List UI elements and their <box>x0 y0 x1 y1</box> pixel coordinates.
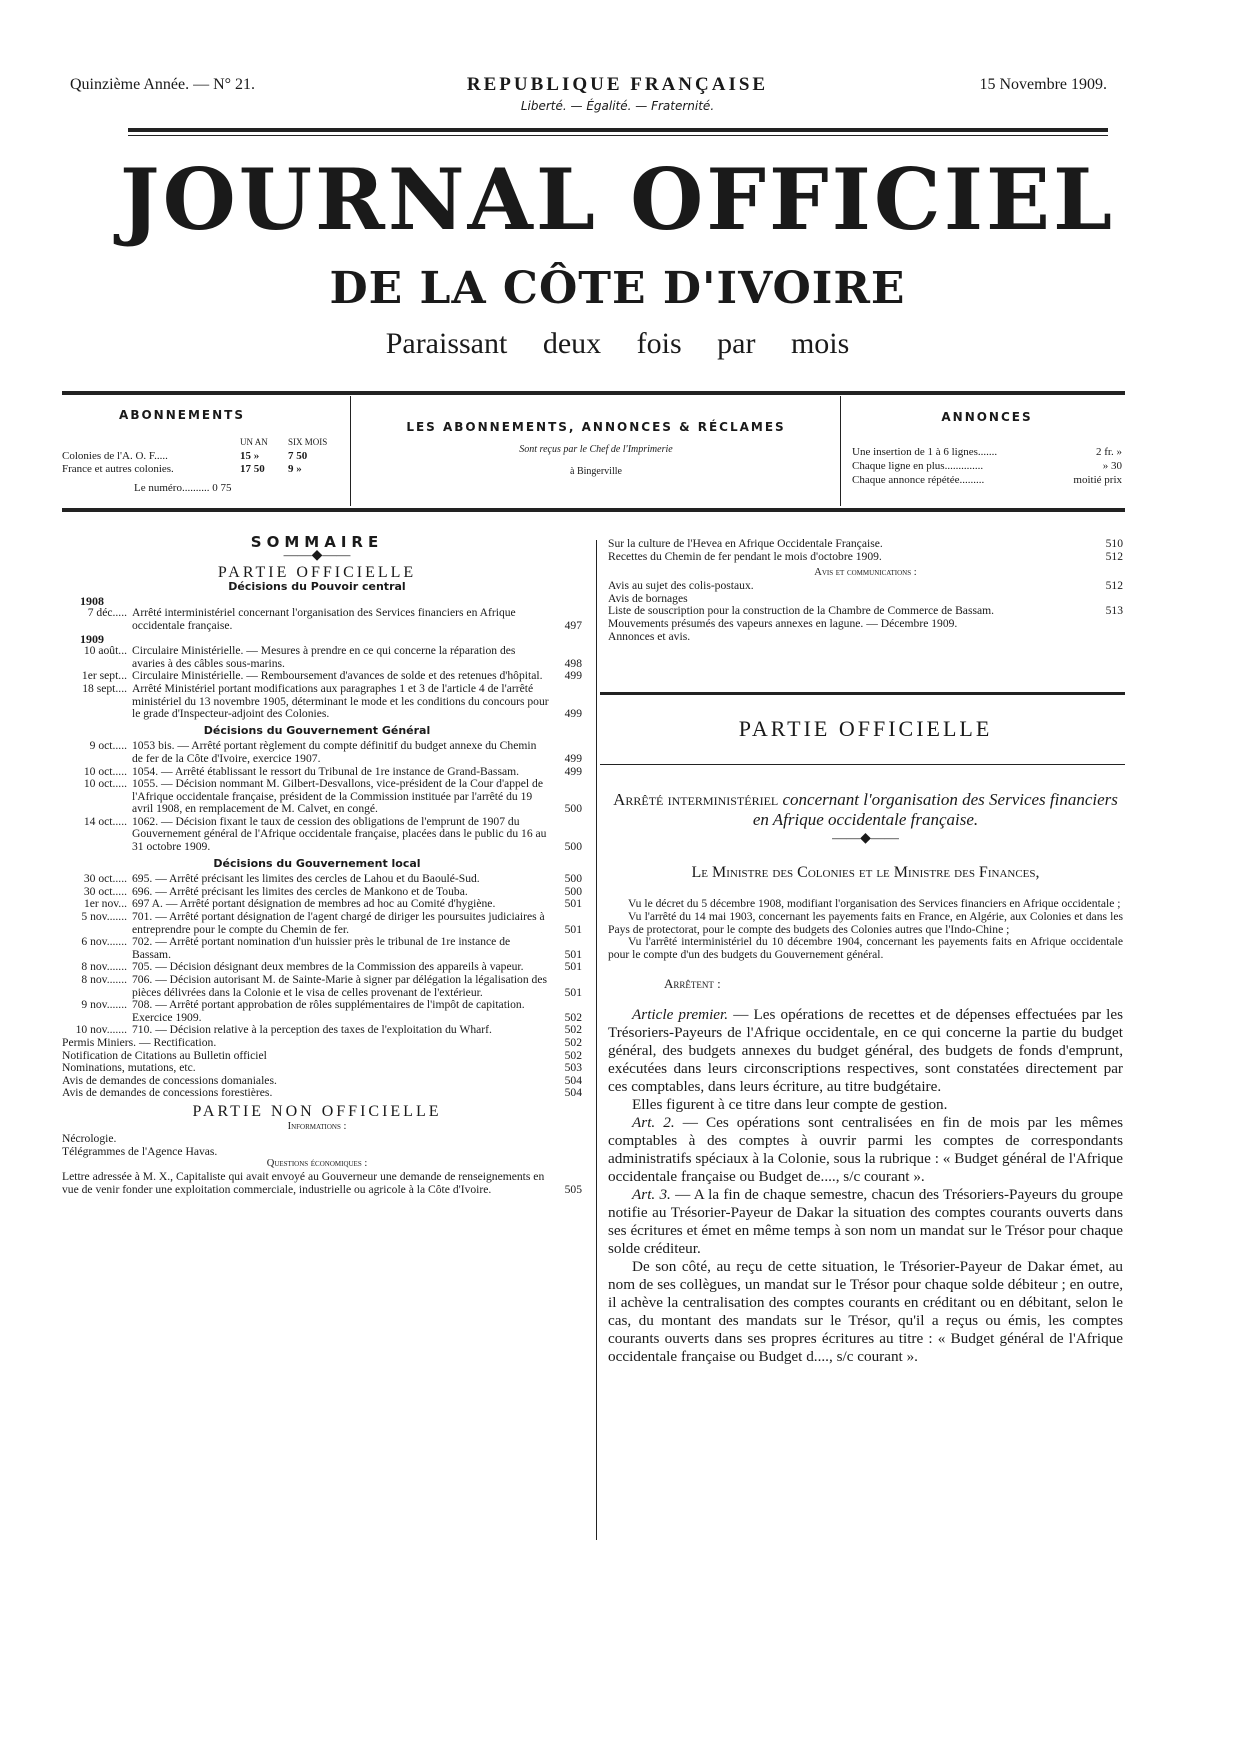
entry-date: 1er sept... <box>81 669 127 683</box>
annonce-row <box>852 446 1122 459</box>
entry-page: 512 <box>1105 549 1123 563</box>
entry-page: 504 <box>564 1086 582 1100</box>
entry-page: 501 <box>564 960 582 974</box>
sommaire-entry[interactable] <box>52 873 582 886</box>
annonces-box <box>852 398 1122 506</box>
entry-page: 499 <box>564 751 582 765</box>
entry-text: Nominations, mutations, etc. <box>62 1061 196 1075</box>
article-text: — Les opérations de recettes et de dépenses effectuées par les Trésoriers-Payeurs de l'Afrique occidentale, en ce qui concerne la partie du budget général, des budgets annexes du budget général, des budgets de fonds d'emprunt, exécutées dans leurs circonscriptions respectives, sont constatées directement par ces comptables, dans leurs écriture, au titre budgétaire. <box>608 1005 1123 1095</box>
abonnement-an: 17 50 <box>240 463 265 475</box>
entry-text: 697 A. — Arrêté portant désignation de membres ad hoc au Comité d'hygiène. <box>132 897 496 911</box>
pouvoir-central-heading: Décisions du Pouvoir central <box>228 580 406 594</box>
sommaire-entry[interactable] <box>52 740 582 765</box>
sommaire-column <box>52 533 582 1196</box>
entry-date: 6 nov....... <box>81 935 127 949</box>
entry-text: Lettre adressée à M. X., Capitaliste qui avait envoyé au Gouverneur une demande de renseignements en vue de venir fonder une exploitation commerciale, industrielle ou agricole à la Côte d'Ivoire. <box>62 1169 545 1196</box>
entry-page: 502 <box>564 1035 582 1049</box>
abonnement-six: 7 50 <box>288 450 308 462</box>
abonnement-row <box>62 450 307 463</box>
abonnements-col-six: SIX MOIS <box>288 437 328 447</box>
annonce-price: 2 fr. » <box>1096 446 1122 458</box>
entry-text: 702. — Arrêté portant nomination d'un huissier près le tribunal de 1re instance de Bassam. <box>132 935 511 961</box>
abonnement-six: 9 » <box>288 463 302 475</box>
toc-entry[interactable] <box>608 631 1123 644</box>
entry-date: 30 oct..... <box>83 872 127 886</box>
entry-text: Mouvements présumés des vapeurs annexes en lagune. — Décembre 1909. <box>608 616 958 630</box>
entry-text: Avis de bornages <box>608 591 688 605</box>
article-2 <box>608 1114 1123 1186</box>
partie-officielle-title: PARTIE OFFICIELLE <box>738 716 993 741</box>
year-1908: 1908 <box>80 593 104 608</box>
entry-page: 501 <box>564 897 582 911</box>
entry-text: Avis de demandes de concessions domaniales. <box>62 1073 277 1087</box>
annonce-price: » 30 <box>1102 460 1122 472</box>
abonnements-box <box>62 398 350 506</box>
article-3 <box>608 1186 1123 1258</box>
entry-text: 1055. — Décision nommant M. Gilbert-Desvallons, vice-président de la Cour d'appel de l'Afrique occidentale française, président de la Commission instituée par l'arrêté du 19 avril 1908, en remplacement de M. Calvet, en congé. <box>132 777 543 816</box>
entry-text: Recettes du Chemin de fer pendant le mois d'octobre 1909. <box>608 549 882 563</box>
entry-date: 10 nov....... <box>75 1023 127 1037</box>
entry-date: 9 nov....... <box>81 998 127 1012</box>
entry-text: Sur la culture de l'Hevea en Afrique Occidentale Française. <box>608 537 883 550</box>
sommaire-entry[interactable] <box>52 974 582 999</box>
entry-date: 8 nov....... <box>81 973 127 986</box>
gouvernement-general-heading: Décisions du Gouvernement Général <box>203 723 431 737</box>
annonce-label: Une insertion de 1 à 6 lignes....... <box>852 446 998 458</box>
numero-price: Le numéro.......... 0 75 <box>134 482 232 494</box>
entry-page: 498 <box>564 656 582 670</box>
entry-text: Circulaire Ministérielle. — Remboursement d'avances de solde et des retenues d'hôpital. <box>132 669 543 683</box>
article-label: Art. 2. <box>632 1113 675 1131</box>
sommaire-entry[interactable] <box>52 1037 582 1050</box>
article-title <box>608 790 1123 830</box>
article-text: — Ces opérations sont centralisées en fin de mois par les mêmes comptables à des comptes à ouvrir parmi les comptes de correspondants administratifs spéciaux à la Colonie, sous la rubrique : « Budget général de l'Afrique occidentale française ou Budget de...., s/c courant ». <box>608 1113 1124 1185</box>
entry-page: 501 <box>564 947 582 961</box>
partie-non-officielle-heading: PARTIE NON OFFICIELLE <box>192 1102 442 1120</box>
article-text: — A la fin de chaque semestre, chacun des Trésoriers-Payeurs du groupe notifie au Trésorier-Payeur de Dakar la situation des comptes courants ouverts dans ses écritures et émet en même temps à son nom un mandat sur le Trésor pour chaque solde créditeur. <box>608 1185 1124 1257</box>
republic-heading: REPUBLIQUE FRANÇAISE <box>466 74 769 95</box>
center-box-line2: à Bingerville <box>570 466 622 477</box>
sommaire-title: SOMMAIRE <box>250 533 384 551</box>
annonce-row <box>852 474 1122 487</box>
ornament-icon: ——◆—— <box>283 547 351 563</box>
section-rule-thin <box>600 764 1125 765</box>
sommaire-entry[interactable] <box>52 999 582 1024</box>
entry-date: 18 sept.... <box>82 681 127 695</box>
abonnement-label: France et autres colonies. <box>62 463 174 475</box>
sommaire-entry[interactable] <box>52 683 582 721</box>
journal-title: JOURNAL OFFICIEL <box>119 150 1116 249</box>
entry-page: 497 <box>564 618 582 632</box>
entry-text: 708. — Arrêté portant approbation de rôles supplémentaires de l'impôt de capitation. Exercice 1909. <box>132 998 525 1024</box>
annonce-row <box>852 460 1122 473</box>
article-body <box>608 790 1123 1366</box>
entry-text: Avis de demandes de concessions forestières. <box>62 1086 273 1100</box>
entry-page: 499 <box>564 669 582 683</box>
entry-page: 513 <box>1105 604 1123 618</box>
questions-heading: Questions économiques : <box>266 1158 368 1170</box>
entry-text: 701. — Arrêté portant désignation de l'agent chargé de diriger les poursuites judiciaires à entreprendre pour le compte du Chemin de fer. <box>132 910 545 936</box>
sommaire-entry[interactable] <box>52 911 582 936</box>
entry-page: 502 <box>564 1048 582 1062</box>
top-rule-thin <box>128 135 1108 136</box>
sommaire-entry[interactable] <box>52 1087 582 1100</box>
entry-page: 499 <box>564 707 582 721</box>
entry-page: 500 <box>564 872 582 886</box>
vu-paragraph: Vu l'arrêté interministériel du 10 décembre 1904, concernant les payements faits en Afrique occidentale pour le compte d'un des budgets du Gouvernement général. <box>608 935 1123 962</box>
entry-text: 1062. — Décision fixant le taux de cession des obligations de l'emprunt de 1907 du Gouvernement général de l'Afrique occidentale française, placées dans le public du 16 au 31 octobre 1909. <box>132 814 547 854</box>
entry-page: 501 <box>564 985 582 999</box>
entry-text: 696. — Arrêté précisant les limites des cercles de Mankono et de Touba. <box>132 884 468 898</box>
ornament-icon: ——◆—— <box>832 831 899 846</box>
annonce-label: Chaque ligne en plus.............. <box>852 460 984 472</box>
entry-text: Notification de Citations au Bulletin officiel <box>62 1048 267 1062</box>
sommaire-entry[interactable] <box>52 645 582 670</box>
entry-date: 1er nov... <box>83 897 127 911</box>
partie-officielle-heading: PARTIE OFFICIELLE <box>217 563 417 581</box>
informations-heading: Informations : <box>287 1120 347 1132</box>
header-box-bottom-rule <box>62 508 1125 512</box>
entry-page: 500 <box>564 840 582 854</box>
vu-paragraph: Vu le décret du 5 décembre 1908, modifiant l'organisation des Services financiers en Afrique occidentale ; <box>628 897 1121 910</box>
entry-text: Avis au sujet des colis-postaux. <box>608 579 754 593</box>
vu-paragraph: Vu l'arrêté du 14 mai 1903, concernant les payements faits en France, en Algérie, aux Colonies et dans les Pays de protectorat, pour le compte des budgets des Colonies autres que l'Indo-Chine ; <box>608 909 1123 936</box>
article-label: Art. 3. <box>632 1185 671 1203</box>
abonnements-title: ABONNEMENTS <box>119 408 245 422</box>
gouvernement-local-heading: Décisions du Gouvernement local <box>213 856 421 870</box>
right-column <box>608 538 1123 643</box>
column-divider <box>596 540 597 1540</box>
entry-date: 7 déc..... <box>87 606 127 620</box>
entry-date: 14 oct..... <box>83 814 127 828</box>
sommaire-entry[interactable] <box>52 607 582 632</box>
center-box-title: LES ABONNEMENTS, ANNONCES & RÉCLAMES <box>406 420 786 434</box>
entry-date: 9 oct..... <box>89 739 127 753</box>
article-title-rest: concernant l'organisation des Services financiers en Afrique occidentale française. <box>752 790 1118 829</box>
year-1909: 1909 <box>80 631 104 646</box>
entry-page: 500 <box>564 884 582 898</box>
annonce-label: Chaque annonce répétée......... <box>852 474 985 486</box>
abonnements-col-an: UN AN <box>240 437 268 447</box>
sommaire-entry[interactable] <box>52 936 582 961</box>
entry-page: 505 <box>564 1182 582 1196</box>
article-3-continued: De son côté, au reçu de cette situation, le Trésorier-Payeur de Dakar émet, au nom de ses collègues, un mandat sur le Trésor pour chaque solde débiteur ; en outre, il achève la centralisation des comptes courants en créditant ou en débitant, selon le cas, du montant des mandats sur le Trésor, qu'il a reçus ou émis, les comptes courants ouverts dans ses propres écritures au titre : « Budget général de l'Afrique occidentale française ou Budget d...., s/c courant ». <box>608 1257 1123 1365</box>
entry-text: Liste de souscription pour la construction de la Chambre de Commerce de Bassam. <box>608 604 995 618</box>
entry-date: 30 oct..... <box>83 884 127 898</box>
motto: Liberté. — Égalité. — Fraternité. <box>520 99 715 113</box>
abonnement-an: 15 » <box>240 450 260 462</box>
entry-page: 503 <box>564 1061 582 1075</box>
abonnement-row <box>62 463 302 476</box>
center-box-line1: Sont reçus par le Chef de l'Imprimerie <box>519 444 673 455</box>
entry-text: 710. — Décision relative à la perception des taxes de l'exploitation du Wharf. <box>132 1023 492 1037</box>
entry-page: 512 <box>1105 579 1123 593</box>
entry-date: 8 nov....... <box>81 960 127 974</box>
ministers-line: Le Ministre des Colonies et le Ministre des Finances, <box>691 864 1040 881</box>
entry-date: 10 oct..... <box>83 777 127 791</box>
top-rule <box>128 128 1108 132</box>
entry-date: 10 août... <box>83 644 127 658</box>
entry-page: 501 <box>564 922 582 936</box>
entry-text: Circulaire Ministérielle. — Mesures à prendre en ce qui concerne la réparation des avaries à des câbles sous-marins. <box>132 644 516 670</box>
entry-text: Arrêté interministériel concernant l'organisation des Services financiers en Afrique occidentale française. <box>132 606 516 632</box>
sommaire-entry[interactable] <box>52 1171 582 1196</box>
annonce-price: moitié prix <box>1073 474 1122 486</box>
center-box <box>352 398 840 506</box>
article-1 <box>608 1006 1123 1096</box>
entry-text: Annonces et avis. <box>608 629 691 643</box>
sommaire-entry[interactable] <box>52 1062 582 1075</box>
box-divider <box>840 396 841 506</box>
entry-page: 502 <box>564 1023 582 1037</box>
publication-frequency: Paraissant deux fois par mois <box>385 327 850 360</box>
issue-date: 15 Novembre 1909. <box>979 76 1107 93</box>
journal-subtitle: DE LA CÔTE D'IVOIRE <box>329 263 906 314</box>
arretent-heading: Arrêtent : <box>664 975 721 991</box>
annonces-title: ANNONCES <box>941 410 1033 424</box>
entry-date: 5 nov....... <box>81 910 127 924</box>
box-divider <box>350 396 351 506</box>
entry-text: Permis Miniers. — Rectification. <box>62 1035 217 1049</box>
article-label: Article premier. <box>632 1005 729 1023</box>
avis-heading: Avis et communications : <box>814 567 917 579</box>
entry-text: 705. — Décision désignant deux membres de la Commission des appareils à vapeur. <box>132 960 524 974</box>
sommaire-entry[interactable] <box>52 778 582 816</box>
entry-text: 1054. — Arrêté établissant le ressort du Tribunal de 1re instance de Grand-Bassam. <box>132 764 520 778</box>
entry-page: 502 <box>564 1010 582 1024</box>
entry-page: 510 <box>1105 537 1123 550</box>
info-item[interactable]: Télégrammes de l'Agence Havas. <box>62 1144 218 1158</box>
entry-page: 500 <box>564 802 582 816</box>
section-rule <box>600 692 1125 695</box>
article-title-lead: Arrêté interministériel <box>613 790 779 809</box>
article-1-continued: Elles figurent à ce titre dans leur compte de gestion. <box>632 1095 948 1113</box>
toc-entry[interactable] <box>608 551 1123 564</box>
entry-text: 1053 bis. — Arrêté portant règlement du compte définitif du budget annexe du Chemin de fer de la Côte d'Ivoire, exercice 1907. <box>132 739 537 765</box>
abonnement-label: Colonies de l'A. O. F..... <box>62 450 168 462</box>
entry-date: 10 oct..... <box>83 764 127 778</box>
info-item[interactable]: Nécrologie. <box>62 1132 117 1146</box>
entry-page: 499 <box>564 764 582 778</box>
sommaire-entry[interactable] <box>52 816 582 854</box>
entry-text: 706. — Décision autorisant M. de Sainte-Marie à signer par délégation la légalisation des pièces délivrées dans la Colonie et le visa de celles provenant de l'extérieur. <box>132 973 548 999</box>
entry-text: Arrêté Ministériel portant modifications aux paragraphes 1 et 3 de l'article 4 de l'arrêté ministériel du 13 novembre 1905, déterminant le mode et les conditions du concours pour le grade d'Inspecteur-adjoint des Colonies. <box>132 681 549 721</box>
issue-number: Quinzième Année. — N° 21. <box>70 76 256 93</box>
entry-page: 504 <box>564 1073 582 1087</box>
entry-text: 695. — Arrêté précisant les limites des cercles de Lahou et du Baoulé-Sud. <box>132 872 480 886</box>
header-box-top-rule <box>62 391 1125 395</box>
